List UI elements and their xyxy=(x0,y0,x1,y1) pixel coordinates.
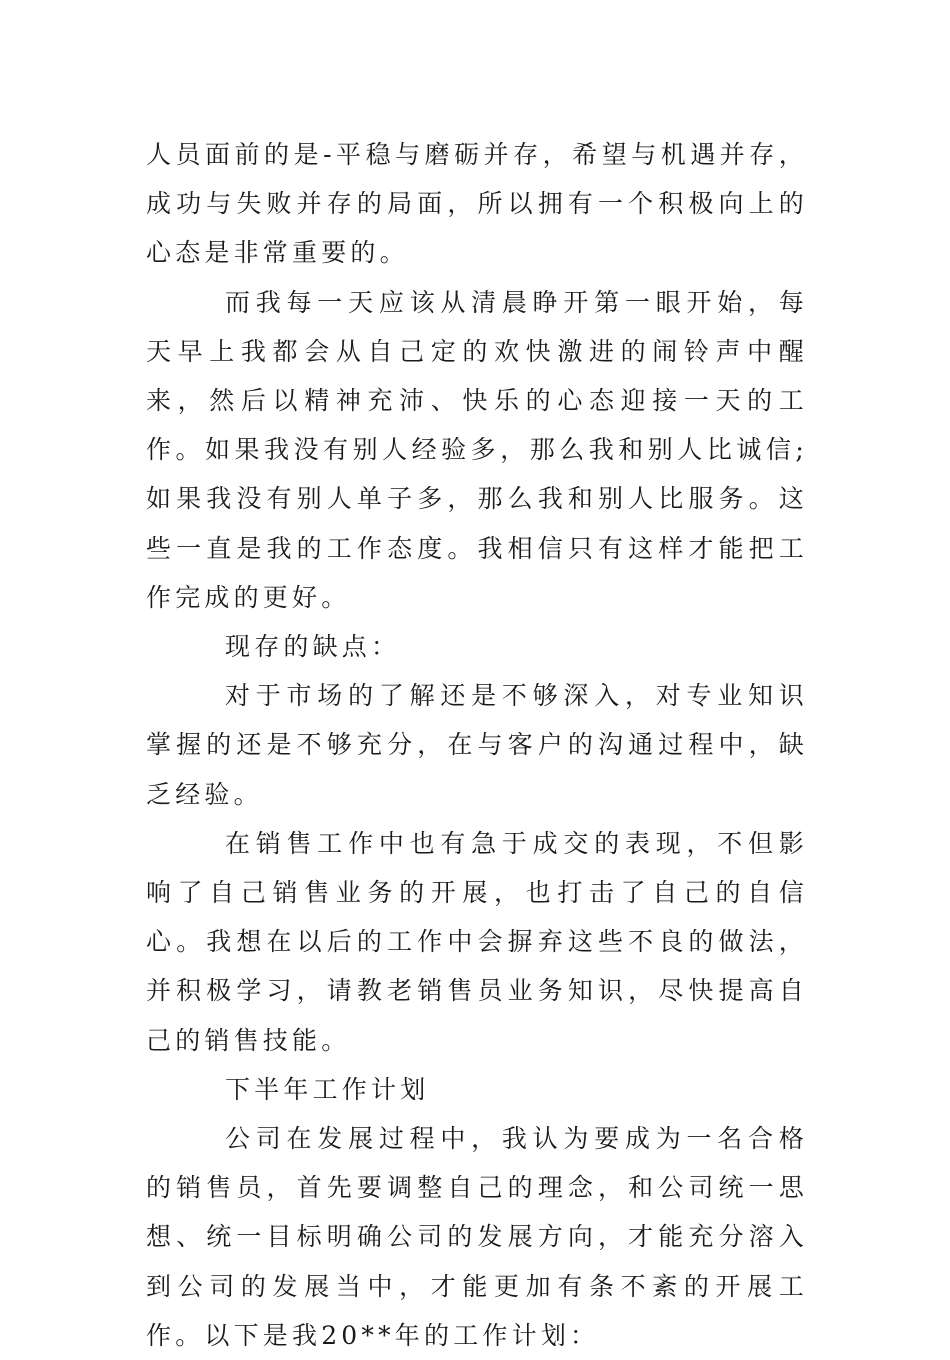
paragraph-company-development: 公司在发展过程中，我认为要成为一名合格的销售员，首先要调整自己的理念，和公司统一思想、统一目标明确公司的发展方向，才能充分溶入到公司的发展当中，才能更加有条不紊的开展工作。以下是我20**年的工作计划： xyxy=(146,1124,808,1350)
heading-shortcomings: 现存的缺点： xyxy=(225,632,401,662)
paragraph-market-knowledge: 对于市场的了解还是不够深入，对专业知识掌握的还是不够充分，在与客户的沟通过程中，缺乏经验。 xyxy=(146,681,808,809)
paragraph-rushing-deals: 在销售工作中也有急于成交的表现，不但影响了自己销售业务的开展，也打击了自己的自信心。我想在以后的工作中会摒弃这些不良的做法，并积极学习，请教老销售员业务知识，尽快提高自己的销售技能。 xyxy=(146,828,808,1055)
paragraph-daily-attitude: 而我每一天应该从清晨睁开第一眼开始，每天早上我都会从自己定的欢快激进的闹铃声中醒来，然后以精神充沛、快乐的心态迎接一天的工作。如果我没有别人经验多，那么我和别人比诚信;如果我没有别人单子多，那么我和别人比服务。这些一直是我的工作态度。我相信只有这样才能把工作完成的更好。 xyxy=(146,287,808,612)
document-body xyxy=(146,130,808,1360)
heading-second-half-plan: 下半年工作计划 xyxy=(225,1074,430,1104)
paragraph-continuation: 人员面前的是-平稳与磨砺并存，希望与机遇并存，成功与失败并存的局面，所以拥有一个积极向上的心态是非常重要的。 xyxy=(146,140,808,268)
